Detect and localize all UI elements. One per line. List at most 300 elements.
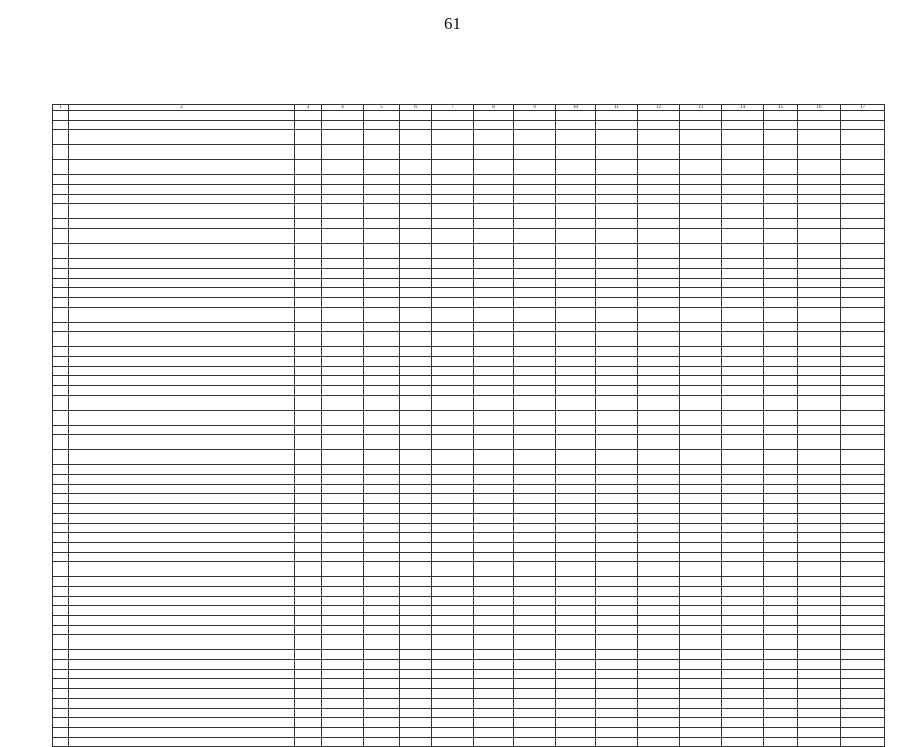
table-cell <box>514 596 556 606</box>
table-cell <box>69 698 295 708</box>
table-cell <box>69 278 295 288</box>
table-cell <box>53 322 69 332</box>
table-cell <box>432 708 474 718</box>
table-cell <box>322 523 364 533</box>
table-cell <box>322 494 364 504</box>
table-cell <box>841 465 885 475</box>
table-cell <box>514 175 556 185</box>
table-row <box>53 259 885 269</box>
table-cell <box>764 322 798 332</box>
table-cell <box>764 513 798 523</box>
table-cell <box>764 410 798 425</box>
table-cell <box>432 297 474 307</box>
table-cell <box>722 450 764 465</box>
table-cell <box>400 410 432 425</box>
table-cell <box>53 376 69 386</box>
table-row <box>53 669 885 679</box>
table-cell <box>764 145 798 160</box>
table-cell <box>295 322 322 332</box>
table-cell <box>474 244 514 259</box>
table-cell <box>474 160 514 175</box>
table-cell <box>638 650 680 660</box>
table-cell <box>556 504 596 514</box>
table-cell <box>596 689 638 699</box>
table-cell <box>53 625 69 635</box>
table-cell <box>69 504 295 514</box>
table-row <box>53 660 885 670</box>
table-cell <box>295 650 322 660</box>
table-cell <box>514 288 556 298</box>
table-row <box>53 244 885 259</box>
table-cell <box>400 347 432 357</box>
table-cell <box>474 425 514 435</box>
table-cell <box>322 259 364 269</box>
table-cell <box>295 332 322 347</box>
table-cell <box>764 484 798 494</box>
table-cell <box>514 356 556 366</box>
table-cell <box>841 669 885 679</box>
table-cell <box>295 562 322 577</box>
table-cell <box>432 475 474 485</box>
table-cell <box>400 562 432 577</box>
table-cell <box>764 356 798 366</box>
table-cell <box>364 708 400 718</box>
table-cell <box>722 465 764 475</box>
table-cell <box>69 465 295 475</box>
table-cell <box>798 332 841 347</box>
table-cell <box>432 356 474 366</box>
table-cell <box>474 577 514 587</box>
table-cell <box>722 625 764 635</box>
table-cell <box>322 395 364 410</box>
table-cell <box>295 475 322 485</box>
table-cell <box>596 194 638 204</box>
table-cell <box>69 542 295 552</box>
table-cell <box>722 268 764 278</box>
table-cell <box>638 708 680 718</box>
table-cell <box>69 635 295 650</box>
table-cell <box>53 219 69 229</box>
table-cell <box>680 376 722 386</box>
table-cell <box>69 727 295 737</box>
table-cell <box>322 679 364 689</box>
table-cell <box>841 386 885 396</box>
table-cell <box>322 307 364 322</box>
table-cell <box>798 718 841 728</box>
table-cell <box>322 635 364 650</box>
table-cell <box>69 160 295 175</box>
table-cell <box>596 410 638 425</box>
table-cell <box>53 586 69 596</box>
table-cell <box>400 386 432 396</box>
table-cell <box>69 689 295 699</box>
page-number: 61 <box>444 14 461 33</box>
table-cell <box>638 111 680 121</box>
table-cell <box>400 737 432 747</box>
table-cell <box>764 494 798 504</box>
table-cell <box>638 366 680 376</box>
table-cell <box>841 450 885 465</box>
table-cell <box>680 395 722 410</box>
table-cell <box>432 332 474 347</box>
table-cell <box>841 660 885 670</box>
table-cell <box>556 737 596 747</box>
table-cell <box>432 450 474 465</box>
table-cell <box>556 635 596 650</box>
table-cell <box>474 679 514 689</box>
table-cell <box>474 450 514 465</box>
table-cell <box>680 660 722 670</box>
table-cell <box>400 229 432 244</box>
table-cell <box>556 366 596 376</box>
table-row <box>53 542 885 552</box>
table-cell <box>400 577 432 587</box>
table-cell <box>680 347 722 357</box>
table-cell <box>69 660 295 670</box>
table-row <box>53 386 885 396</box>
table-row <box>53 718 885 728</box>
table-cell <box>322 244 364 259</box>
table-cell <box>680 552 722 562</box>
table-cell <box>514 395 556 410</box>
table-cell <box>680 718 722 728</box>
table-cell <box>596 297 638 307</box>
table-cell <box>400 332 432 347</box>
table-cell <box>798 542 841 552</box>
table-cell <box>295 625 322 635</box>
table-cell <box>556 669 596 679</box>
table-cell <box>596 229 638 244</box>
table-cell <box>680 386 722 396</box>
table-cell <box>400 244 432 259</box>
table-cell <box>322 376 364 386</box>
table-cell <box>680 307 722 322</box>
table-cell <box>638 435 680 450</box>
column-number-cell: 10 <box>556 105 596 111</box>
table-cell <box>400 111 432 121</box>
table-cell <box>680 425 722 435</box>
table-cell <box>722 185 764 195</box>
table-cell <box>556 513 596 523</box>
table-row <box>53 288 885 298</box>
table-cell <box>638 660 680 670</box>
table-cell <box>841 562 885 577</box>
table-cell <box>400 533 432 543</box>
table-cell <box>53 185 69 195</box>
table-cell <box>322 606 364 616</box>
table-cell <box>556 297 596 307</box>
table-cell <box>722 562 764 577</box>
table-cell <box>722 410 764 425</box>
table-cell <box>680 650 722 660</box>
table-cell <box>680 194 722 204</box>
table-cell <box>680 111 722 121</box>
table-cell <box>722 120 764 130</box>
table-cell <box>798 111 841 121</box>
table-cell <box>514 625 556 635</box>
table-cell <box>432 650 474 660</box>
table-cell <box>474 278 514 288</box>
table-cell <box>364 727 400 737</box>
table-cell <box>596 185 638 195</box>
table-cell <box>638 450 680 465</box>
table-cell <box>400 194 432 204</box>
table-cell <box>556 533 596 543</box>
table-row <box>53 635 885 650</box>
table-cell <box>432 322 474 332</box>
table-cell <box>322 425 364 435</box>
table-cell <box>841 219 885 229</box>
table-cell <box>322 297 364 307</box>
table-cell <box>680 322 722 332</box>
table-cell <box>764 625 798 635</box>
table-cell <box>295 586 322 596</box>
table-cell <box>764 562 798 577</box>
table-cell <box>400 552 432 562</box>
table-cell <box>295 410 322 425</box>
table-cell <box>322 322 364 332</box>
table-cell <box>638 494 680 504</box>
table-cell <box>556 244 596 259</box>
table-cell <box>364 332 400 347</box>
table-cell <box>432 145 474 160</box>
table-cell <box>432 513 474 523</box>
table-cell <box>322 160 364 175</box>
table-cell <box>680 669 722 679</box>
table-cell <box>474 494 514 504</box>
table-cell <box>432 120 474 130</box>
table-cell <box>295 577 322 587</box>
table-cell <box>596 366 638 376</box>
table-cell <box>514 562 556 577</box>
table-cell <box>556 307 596 322</box>
table-cell <box>322 484 364 494</box>
table-cell <box>364 552 400 562</box>
table-row <box>53 185 885 195</box>
table-cell <box>596 650 638 660</box>
table-cell <box>638 288 680 298</box>
table-cell <box>364 494 400 504</box>
table-cell <box>596 737 638 747</box>
table-cell <box>841 606 885 616</box>
table-cell <box>798 513 841 523</box>
table-cell <box>364 244 400 259</box>
table-cell <box>69 410 295 425</box>
table-cell <box>841 376 885 386</box>
table-cell <box>364 376 400 386</box>
column-number-cell: 8 <box>474 105 514 111</box>
table-cell <box>295 194 322 204</box>
table-cell <box>53 689 69 699</box>
table-cell <box>764 737 798 747</box>
table-cell <box>680 366 722 376</box>
table-cell <box>798 625 841 635</box>
table-cell <box>514 494 556 504</box>
table-cell <box>53 450 69 465</box>
table-cell <box>596 322 638 332</box>
table-cell <box>722 194 764 204</box>
table-cell <box>514 586 556 596</box>
table-cell <box>322 698 364 708</box>
table-cell <box>514 523 556 533</box>
table-row <box>53 586 885 596</box>
table-cell <box>400 425 432 435</box>
table-cell <box>596 425 638 435</box>
table-cell <box>400 376 432 386</box>
table-row <box>53 130 885 145</box>
table-cell <box>798 616 841 626</box>
table-cell <box>432 175 474 185</box>
table-cell <box>474 347 514 357</box>
table-cell <box>798 562 841 577</box>
table-cell <box>798 689 841 699</box>
table-cell <box>364 435 400 450</box>
table-cell <box>514 111 556 121</box>
table-cell <box>722 542 764 552</box>
table-cell <box>69 679 295 689</box>
table-cell <box>514 650 556 660</box>
table-cell <box>400 297 432 307</box>
table-cell <box>295 727 322 737</box>
table-cell <box>322 219 364 229</box>
column-number-cell: 16 <box>798 105 841 111</box>
table-cell <box>798 596 841 606</box>
table-cell <box>364 229 400 244</box>
table-cell <box>364 268 400 278</box>
table-cell <box>556 596 596 606</box>
table-cell <box>474 366 514 376</box>
table-cell <box>474 552 514 562</box>
table-cell <box>514 185 556 195</box>
table-cell <box>322 194 364 204</box>
table-cell <box>53 679 69 689</box>
table-cell <box>514 145 556 160</box>
table-cell <box>295 347 322 357</box>
table-row <box>53 494 885 504</box>
table-cell <box>556 586 596 596</box>
table-cell <box>295 484 322 494</box>
table-cell <box>474 625 514 635</box>
table-cell <box>722 435 764 450</box>
table-cell <box>722 586 764 596</box>
table-cell <box>432 204 474 219</box>
table-cell <box>53 204 69 219</box>
table-cell <box>474 332 514 347</box>
table-cell <box>69 577 295 587</box>
table-cell <box>722 616 764 626</box>
table-cell <box>474 737 514 747</box>
table-cell <box>764 616 798 626</box>
table-cell <box>638 689 680 699</box>
table-cell <box>514 130 556 145</box>
table-cell <box>295 307 322 322</box>
table-cell <box>432 689 474 699</box>
table-row <box>53 120 885 130</box>
table-cell <box>295 219 322 229</box>
table-cell <box>841 204 885 219</box>
table-cell <box>722 513 764 523</box>
table-cell <box>680 606 722 616</box>
table-cell <box>400 366 432 376</box>
table-cell <box>798 395 841 410</box>
table-row <box>53 698 885 708</box>
table-cell <box>474 718 514 728</box>
table-cell <box>596 616 638 626</box>
table-cell <box>764 204 798 219</box>
table-cell <box>322 229 364 244</box>
table-cell <box>69 523 295 533</box>
table-cell <box>514 718 556 728</box>
table-cell <box>556 425 596 435</box>
table-cell <box>400 635 432 650</box>
table-cell <box>400 130 432 145</box>
table-cell <box>798 130 841 145</box>
table-cell <box>841 297 885 307</box>
table-cell <box>680 679 722 689</box>
table-cell <box>364 484 400 494</box>
table-cell <box>69 288 295 298</box>
table-cell <box>53 425 69 435</box>
table-cell <box>322 356 364 366</box>
table-cell <box>798 268 841 278</box>
table-cell <box>596 450 638 465</box>
table-cell <box>596 356 638 366</box>
table-cell <box>432 366 474 376</box>
table-cell <box>798 635 841 650</box>
table-cell <box>764 450 798 465</box>
column-number-cell: 14 <box>722 105 764 111</box>
table-cell <box>400 395 432 410</box>
table-cell <box>764 160 798 175</box>
table-cell <box>364 660 400 670</box>
table-cell <box>680 435 722 450</box>
table-cell <box>474 229 514 244</box>
table-cell <box>432 635 474 650</box>
table-cell <box>680 698 722 708</box>
table-cell <box>680 494 722 504</box>
table-cell <box>295 386 322 396</box>
table-cell <box>514 307 556 322</box>
table-cell <box>722 425 764 435</box>
table-cell <box>364 465 400 475</box>
table-cell <box>474 586 514 596</box>
table-cell <box>364 450 400 465</box>
table-cell <box>638 606 680 616</box>
table-cell <box>841 332 885 347</box>
table-cell <box>69 533 295 543</box>
table-cell <box>295 204 322 219</box>
table-cell <box>764 708 798 718</box>
table-cell <box>474 175 514 185</box>
table-cell <box>556 606 596 616</box>
table-row <box>53 297 885 307</box>
table-cell <box>322 669 364 679</box>
table-cell <box>322 366 364 376</box>
table-cell <box>69 669 295 679</box>
table-cell <box>474 727 514 737</box>
table-cell <box>514 219 556 229</box>
table-cell <box>400 450 432 465</box>
table-cell <box>295 120 322 130</box>
table-cell <box>596 635 638 650</box>
table-cell <box>798 410 841 425</box>
table-cell <box>400 185 432 195</box>
table-cell <box>322 475 364 485</box>
table-cell <box>295 533 322 543</box>
table-cell <box>53 278 69 288</box>
table-cell <box>596 268 638 278</box>
table-cell <box>638 322 680 332</box>
